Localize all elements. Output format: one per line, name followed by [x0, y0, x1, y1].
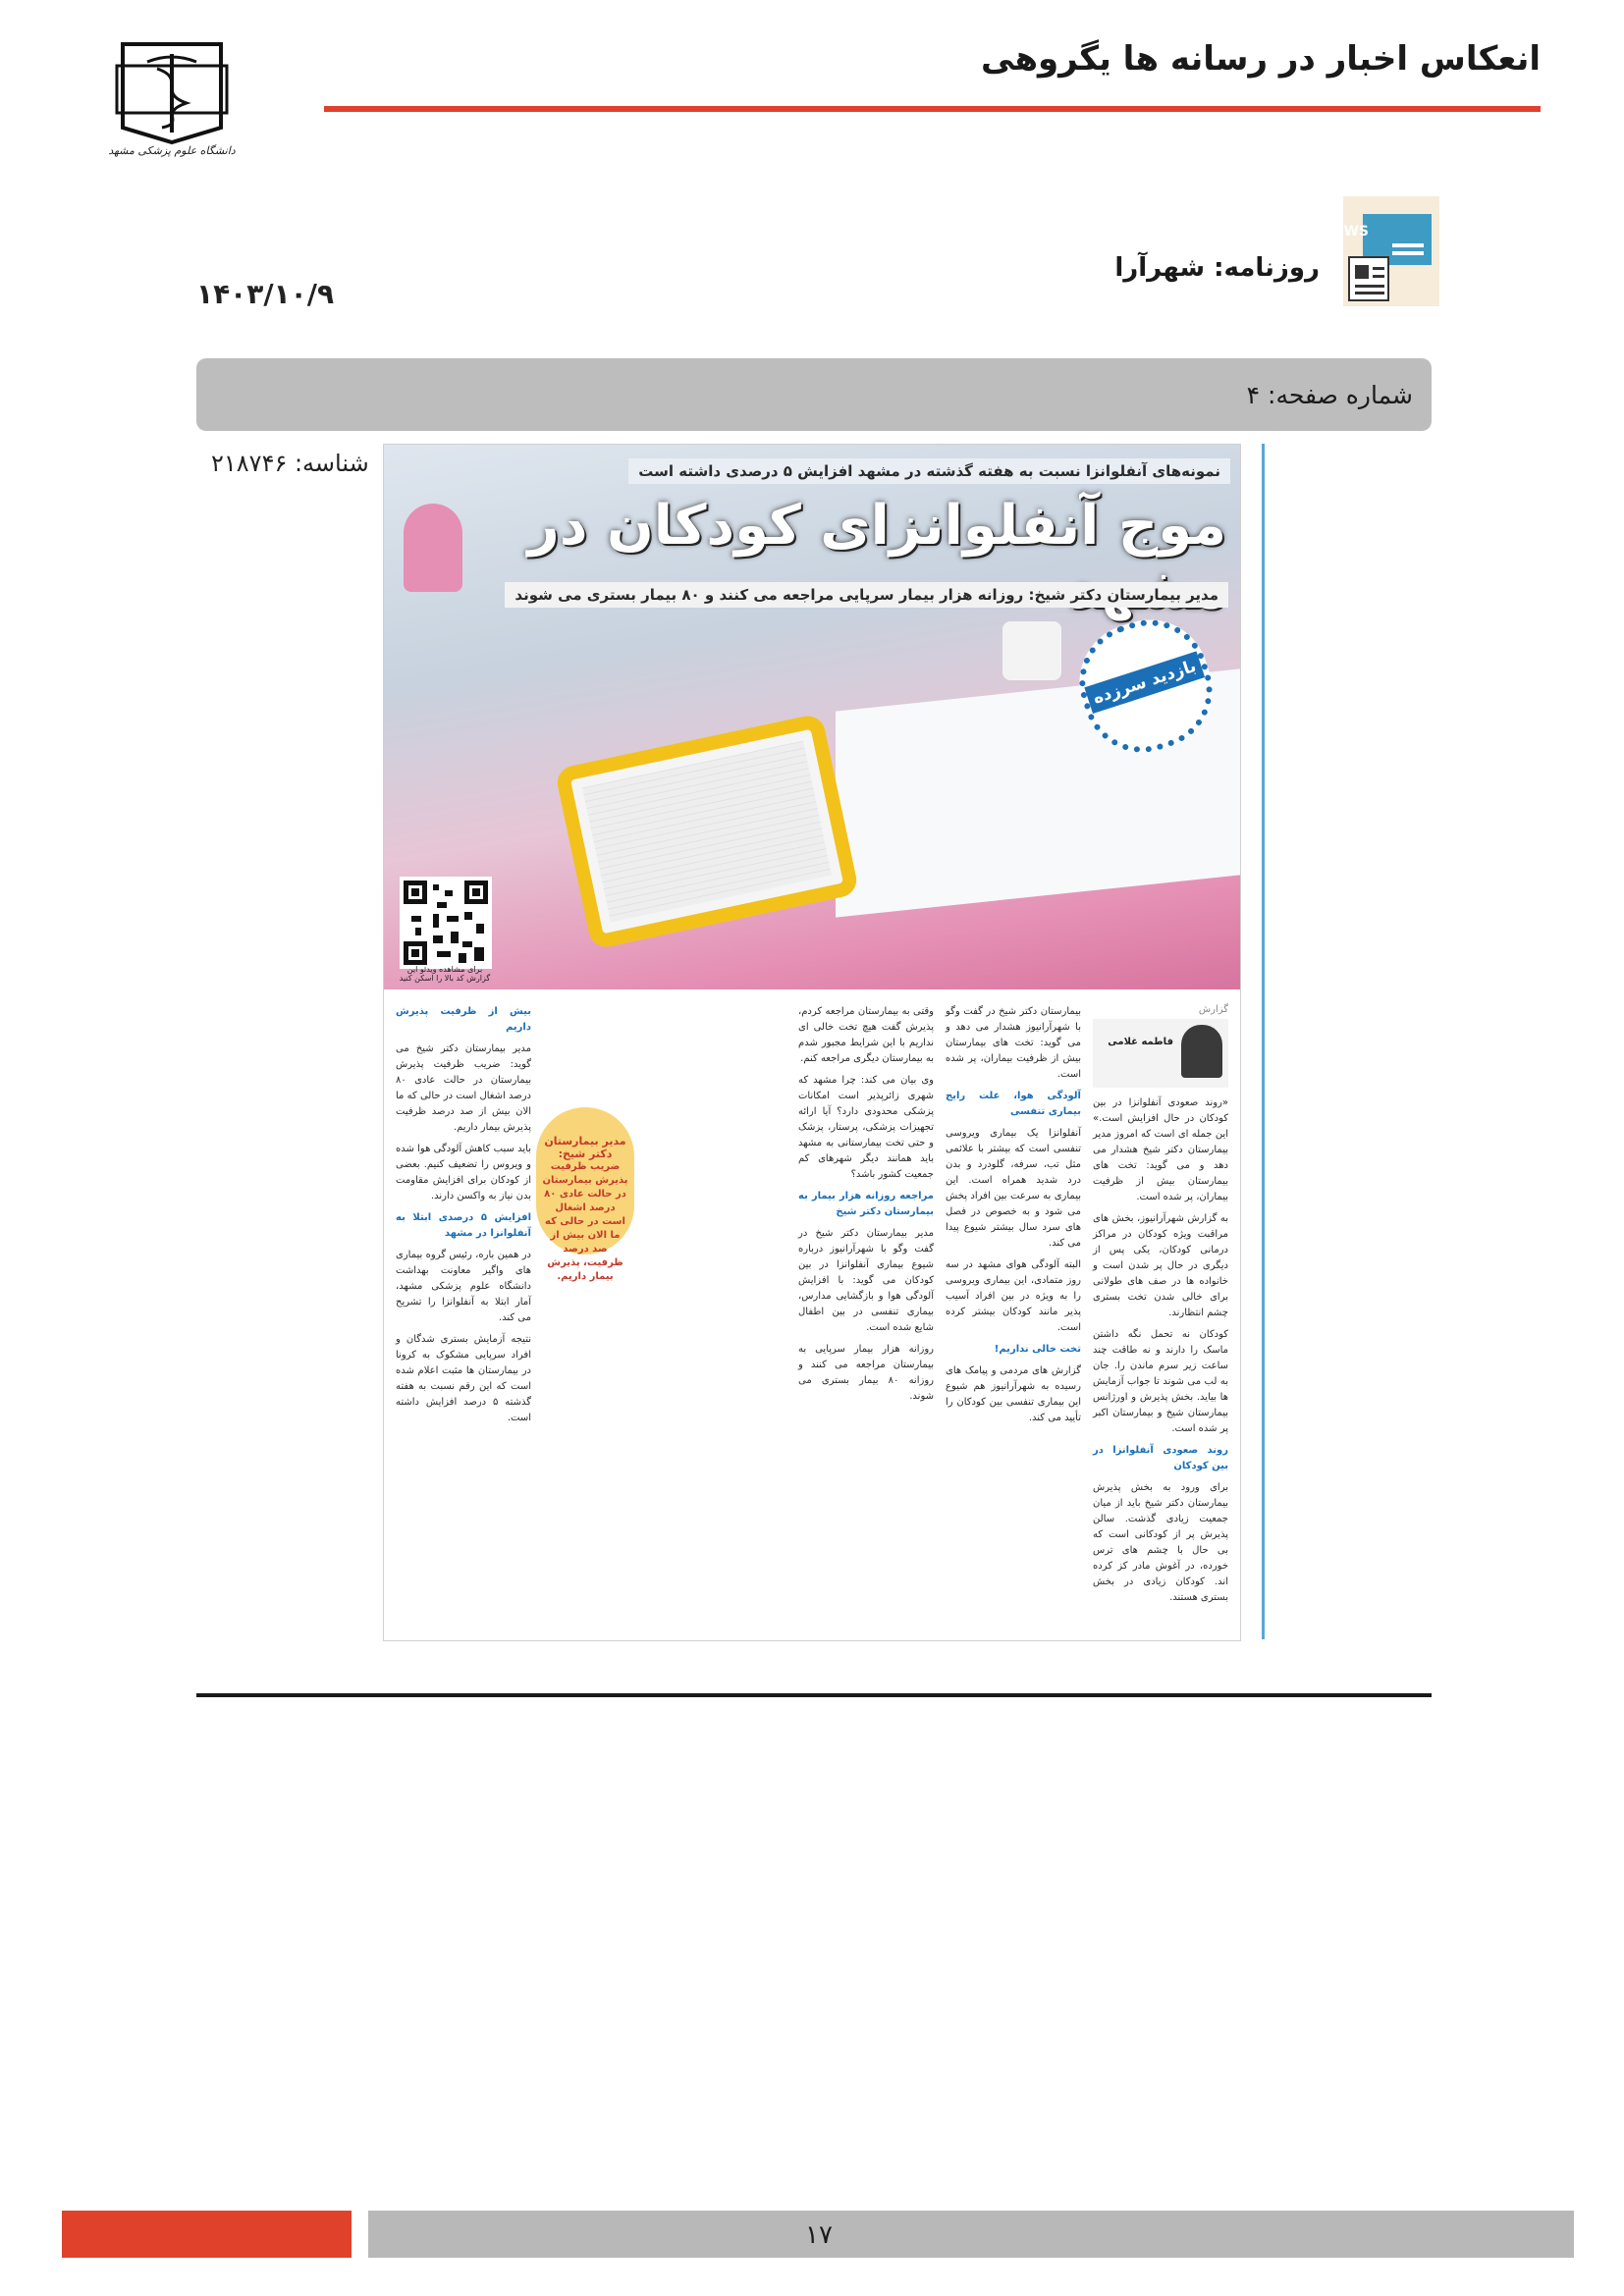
subheading: تخت خالی نداریم!	[994, 1344, 1081, 1355]
article-column-2	[946, 1004, 1081, 1623]
paragraph: برای ورود به بخش پذیرش بیمارستان دکتر شیخ باید از میان جمعیت زیادی گذشت. سالن پذیرش پر از کودکانی است که بی حال با چشم های ترس خورده، در آغوش مادر کز کرده اند. کودکان زیادی در بخش بستری هستند.	[1093, 1482, 1228, 1603]
svg-text:NEWS: NEWS	[1323, 224, 1369, 240]
newspaper-page-number: شماره صفحه: ۴	[1246, 381, 1413, 409]
pull-quote-body: ضریب ظرفیت پذیرش بیمارستان در حالت عادی ۸۰ درصد اشغال است در حالی که ما الان بیش از صد درصد ظرفیت، پذیرش بیمار داریم.	[542, 1161, 628, 1282]
paragraph: در همین باره، رئیس گروه بیماری های واگیر معاونت بهداشت دانشگاه علوم پزشکی مشهد، آمار ابتلا به آنفلوانزا را تشریح می کند.	[396, 1250, 531, 1323]
university-logo	[103, 34, 241, 167]
logo-caption: دانشگاه علوم پزشکی مشهد	[108, 144, 236, 157]
tissue-roll	[1002, 621, 1061, 680]
report-title: انعکاس اخبار در رسانه ها یگروهی	[981, 39, 1541, 79]
subheading: افزایش ۵ درصدی ابتلا به آنفلوانزا در مشهد	[396, 1212, 531, 1239]
paragraph: روزانه هزار بیمار سرپایی به بیمارستان مراجعه می کنند و روزانه ۸۰ بیمار بستری می شوند.	[798, 1344, 934, 1402]
newspaper-clipping	[383, 444, 1241, 1641]
article-headline: موج آنفلوانزای کودکان در	[527, 494, 1226, 558]
paragraph: وقتی به بیمارستان مراجعه کردم، پذیرش گفت هیچ تخت خالی ای نداریم با این شرایط مجبور شدم به بیمارستان دیگری مراجعه کنم.	[798, 1006, 934, 1064]
subheading: روند صعودی آنفلوانزا در بین کودکان	[1093, 1445, 1228, 1471]
paragraph: آنفلوانزا یک بیماری ویروسی تنفسی است که بیشتر با علائمی مثل تب، سرفه، گلودرد و بدن درد شدید همراه است. این بیماری به سرعت بین افراد پخش می شود و به خصوص در فصل های سرد سال بیشتر شیوع پیدا می کند.	[946, 1128, 1081, 1249]
drawing-toy	[554, 713, 859, 950]
paragraph: کودکان نه تحمل نگه داشتن ماسک را دارند و نه طاقت چند ساعت زیر سرم ماندن را. جان به لب می شوند تا جواب آزمایش ها بیاید. بخش پذیرش و اورژانس بیمارستان شیخ و بیمارستان اکبر پر شده است.	[1093, 1329, 1228, 1434]
clip-id: شناسه: ۲۱۸۷۴۶	[211, 450, 369, 477]
paragraph: گزارش های مردمی و پیامک های رسیده به شهرآرانیوز هم شیوع این بیماری تنفسی بین کودکان را تأیید می کند.	[946, 1365, 1081, 1423]
paragraph: البته آلودگی هوای مشهد در سه روز متمادی، این بیماری ویروسی را به ویژه در بین افراد آسیب پذیر مانند کودکان بیشتر کرده است.	[946, 1259, 1081, 1333]
author-box	[1093, 1019, 1228, 1088]
pull-quote	[536, 1107, 634, 1282]
paragraph: «روند صعودی آنفلوانزا در بین کودکان در حال افزایش است.» این جمله ای است که امروز مدیر بیمارستان دکتر شیخ هشدار می دهد و می گوید: تخت های بیمارستان بیش از ظرفیت بیماران، پر شده است.	[1093, 1097, 1228, 1202]
subheading: بیش از ظرفیت پذیرش داریم	[396, 1006, 531, 1033]
qr-code[interactable]	[400, 877, 492, 969]
pull-quote-title: مدیر بیمارستان دکتر شیخ:	[544, 1135, 626, 1160]
publish-date: ۱۴۰۳/۱۰/۹	[196, 278, 335, 310]
article-subhead: مدیر بیمارستان دکتر شیخ: روزانه هزار بیمار سرپایی مراجعه می کنند و ۸۰ بیمار بستری می شوند	[505, 582, 1228, 608]
paragraph: باید سبب کاهش آلودگی هوا شده و ویروس را تضعیف کنیم. بعضی از کودکان برای افزایش مقاومت بدن نیاز به واکسن دارند.	[396, 1144, 531, 1201]
paragraph: وی بیان می کند: چرا مشهد که شهری زائرپذیر است امکانات پزشکی محدودی دارد؟ آیا ارائه تجهیزات پزشکی، پرستار، پزشک و حتی تخت بیمارستانی به مشهد باید همانند دیگر شهرهای کم جمعیت کشور باشد؟	[798, 1075, 934, 1180]
report-tag: گزارش	[1198, 1004, 1228, 1015]
header-divider	[324, 106, 1541, 112]
paragraph: مدیر بیمارستان دکتر شیخ می گوید: ضریب ظرفیت پذیرش بیمارستان در حالت عادی ۸۰ درصد اشغال است در حالی که ما الان بیش از صد درصد ظرفیت پذیرش بیمار داریم.	[396, 1043, 531, 1133]
paragraph: نتیجه آزمایش بستری شدگان و افراد سرپایی مشکوک به کرونا در بیمارستان ها مثبت اعلام شده است که این رقم نسبت به هفته گذشته ۵ درصد افزایش داشته است.	[396, 1334, 532, 1423]
subheading: مراجعه روزانه هزار بیمار به بیمارستان دکتر شیخ	[798, 1191, 934, 1217]
author-name: فاطمه غلامی	[1108, 1037, 1173, 1047]
paragraph: بیمارستان دکتر شیخ در گفت وگو با شهرآرانیوز هشدار می دهد و می گوید: تخت های بیمارستان بیش از ظرفیت بیماران، پر شده است.	[946, 1006, 1081, 1080]
paragraph: به گزارش شهرآرانیوز، بخش های مراقبت ویژه کودکان در مراکز درمانی کودکان، یکی پس از دیگری در حال پر شدن است و خانواده ها در صف های طولانی برای خالی شدن تخت بستری چشم انتظارند.	[1093, 1213, 1228, 1318]
newspaper-name: روزنامه: شهرآرا	[1114, 253, 1320, 283]
qr-caption: برای مشاهده ویدئو این گزارش کد بالا را اسکن کنید	[399, 965, 491, 983]
article-body	[384, 1004, 1240, 1632]
newspaper-icon	[1323, 196, 1439, 306]
clip-edge-line	[1262, 444, 1265, 1639]
article-column-1	[1093, 1004, 1228, 1623]
paragraph: مدیر بیمارستان دکتر شیخ در گفت وگو با شهرآرانیوز درباره شیوع بیماری آنفلوانزا در بین کودکان می گوید: با افزایش آلودگی هوا و بازگشایی مدارس، بیماری تنفسی در بین اطفال شایع شده است.	[798, 1228, 934, 1333]
author-photo	[1181, 1025, 1222, 1078]
article-column-3	[798, 1004, 934, 1623]
page-number: ۱۷	[805, 2220, 833, 2250]
article-column-4	[396, 1004, 531, 1623]
content-divider	[196, 1693, 1432, 1697]
footer-bar	[368, 2211, 1574, 2258]
hospital-photo	[384, 445, 1240, 989]
subheading: آلودگی هوا، علت رایج بیماری تنفسی	[946, 1091, 1081, 1117]
stamp-label: بازدید سرزده	[1084, 651, 1205, 714]
article-kicker: نمونه‌های آنفلوانزا نسبت به هفته گذشته در مشهد افزایش ۵ درصدی داشته است	[628, 458, 1230, 484]
footer-accent-bar	[62, 2211, 352, 2258]
